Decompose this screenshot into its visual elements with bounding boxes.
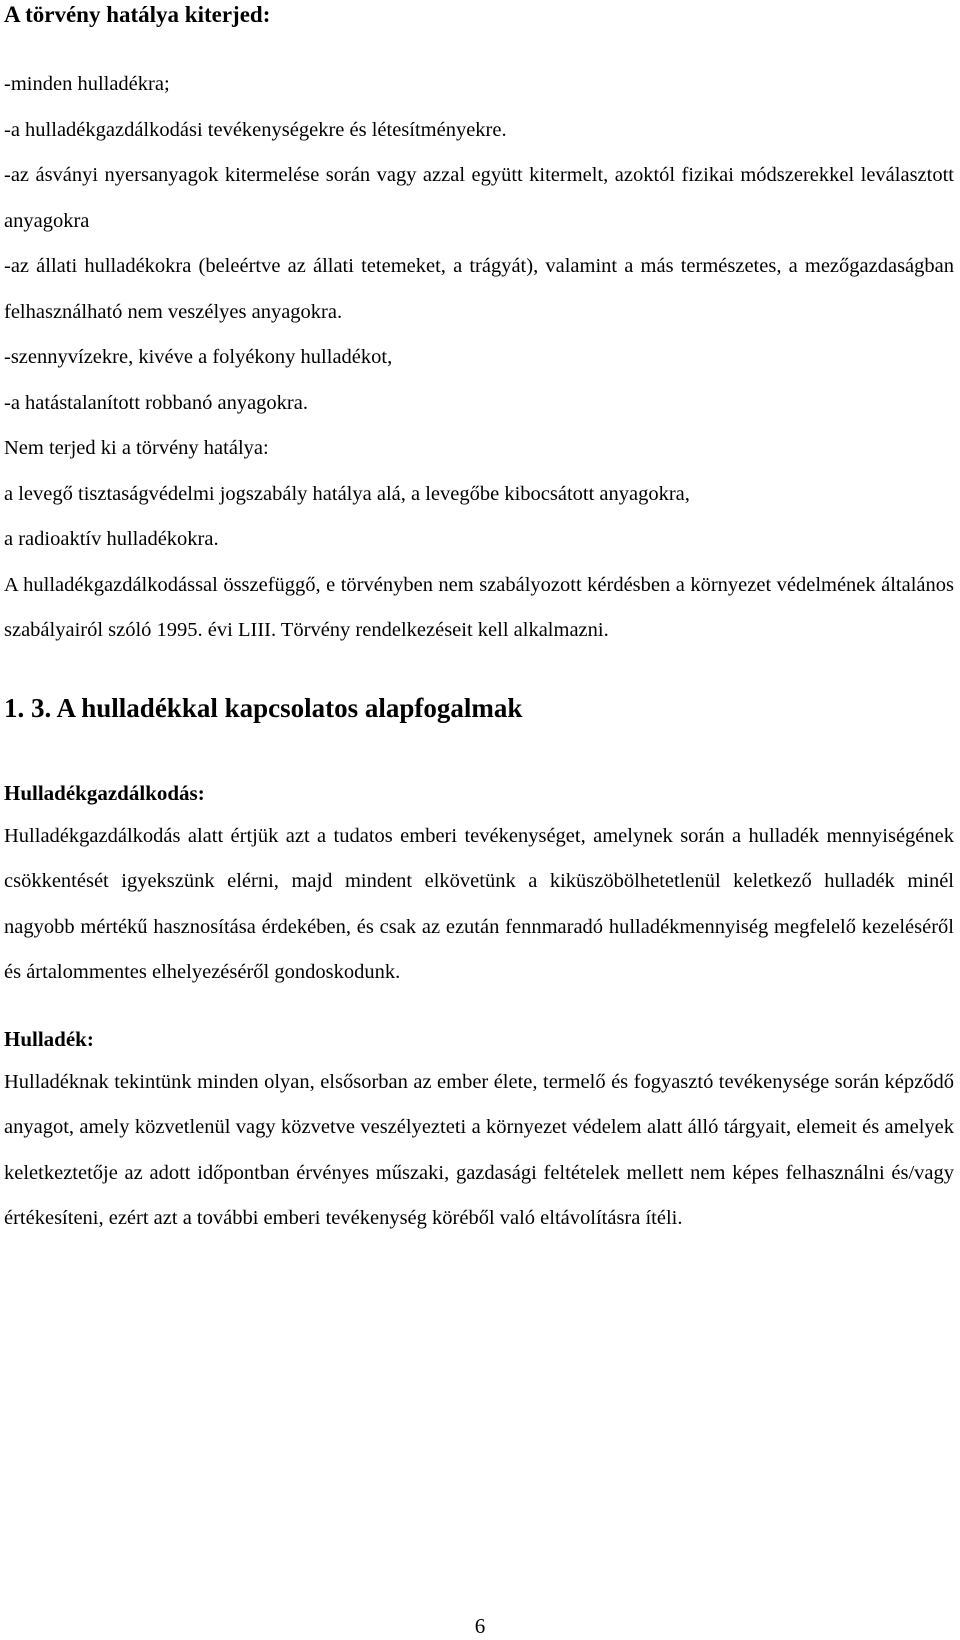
scope-heading: A törvény hatálya kiterjed: [4, 2, 271, 27]
definition-term: Hulladékgazdálkodás: [4, 780, 205, 805]
page-number: 6 [474, 1614, 486, 1638]
definition-block [4, 780, 954, 996]
scope-item: -a hulladékgazdálkodási tevékenységekre és létesítményekre. [4, 118, 507, 141]
exclusion-item: a levegő tisztaságvédelmi jogszabály hatálya alá, a levegőbe kibocsátott anyagokra, [4, 482, 690, 505]
reference-paragraph: A hulladékgazdálkodással összefüggő, e törvényben nem szabályozott kérdésben a környezet védelmének általános szabályairól szóló 1995. évi LIII. Törvény rendelkezéseit kell alkalmazni. [4, 573, 954, 641]
exclusion-heading: Nem terjed ki a törvény hatálya: [4, 437, 269, 459]
exclusion-item: a radioaktív hulladékokra. [4, 528, 219, 550]
scope-item: -minden hulladékra; [4, 73, 170, 95]
document-page [4, 0, 954, 1242]
section-title: 1. 3. A hulladékkal kapcsolatos alapfogalmak [4, 692, 523, 723]
definition-text: Hulladékgazdálkodás alatt értjük azt a tudatos emberi tevékenységet, amelynek során a hulladék mennyiségének csökkentését igyekszünk elérni, majd mindent elkövetünk a kiküszöbölhetetlenül keletkező hulladék minél nagyobb mértékű hasznosítása érdekében, és csak az ezután fennmaradó hulladékmennyiség megfelelő kezeléséről és ártalommentes elhelyezéséről gondoskodunk. [4, 824, 954, 983]
scope-item: -az állati hulladékokra (beleértve az állati tetemeket, a trágyát), valamint a más természetes, a mezőgazdaságban felhasználható nem veszélyes anyagokra. [4, 255, 954, 323]
scope-item: -a hatástalanított robbanó anyagokra. [4, 391, 308, 414]
scope-item: -az ásványi nyersanyagok kitermelése során vagy azzal együtt kitermelt, azoktól fizikai módszerekkel leválasztott anyagokra [4, 164, 954, 232]
exclusion-list [4, 472, 954, 563]
definition-term: Hulladék: [4, 1026, 94, 1051]
definition-block [4, 1026, 954, 1242]
scope-list [4, 62, 954, 426]
scope-item: -szennyvízekre, kivéve a folyékony hulladékot, [4, 346, 393, 368]
definition-text: Hulladéknak tekintünk minden olyan, elsősorban az ember élete, termelő és fogyasztó tevékenysége során képződő anyagot, amely közvetlenül vagy közvetve veszélyezteti a környezet védelem alatt álló tárgyait, elemeit és amelyek keletkeztetője az adott időpontban érvényes műszaki, gazdasági feltételek mellett nem képes felhasználni és/vagy értékesíteni, ezért azt a további emberi tevékenység köréből való eltávolításra ítéli. [4, 1070, 954, 1229]
